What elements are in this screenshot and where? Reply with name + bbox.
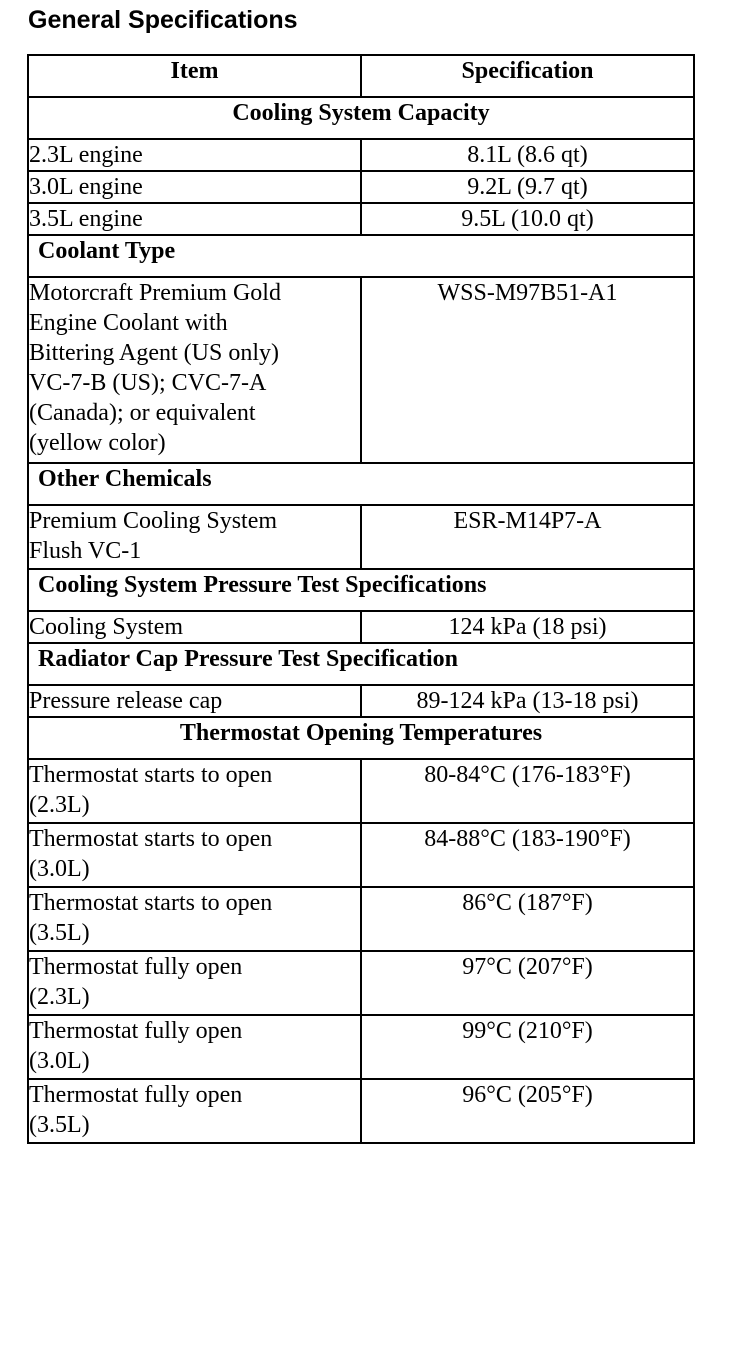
item-cell — [28, 1015, 361, 1079]
item-line: (3.0L) — [29, 1048, 90, 1074]
section-heading-coolant-type: Coolant Type — [28, 235, 694, 277]
spec-cell: 9.5L (10.0 qt) — [361, 203, 694, 235]
table-row — [28, 171, 694, 203]
spec-cell: 86°C (187°F) — [361, 887, 694, 951]
item-cell — [28, 823, 361, 887]
section-heading-row — [28, 569, 694, 611]
item-cell — [28, 505, 361, 569]
item-cell — [28, 887, 361, 951]
specifications-table — [27, 54, 695, 1144]
spec-cell: 97°C (207°F) — [361, 951, 694, 1015]
table-row — [28, 1079, 694, 1143]
spec-cell: WSS-M97B51-A1 — [361, 277, 694, 463]
item-cell: 3.0L engine — [28, 171, 361, 203]
spec-cell: 80-84°C (176-183°F) — [361, 759, 694, 823]
item-cell: 2.3L engine — [28, 139, 361, 171]
spec-cell: 96°C (205°F) — [361, 1079, 694, 1143]
item-line: (2.3L) — [29, 984, 90, 1010]
item-line: (2.3L) — [29, 792, 90, 818]
item-line: VC-7-B (US); CVC-7-A — [29, 370, 267, 396]
table-row — [28, 203, 694, 235]
section-heading-row — [28, 463, 694, 505]
table-row — [28, 505, 694, 569]
item-line: Flush VC-1 — [29, 538, 142, 564]
section-heading-radiator-cap: Radiator Cap Pressure Test Specification — [28, 643, 694, 685]
section-heading-other-chemicals: Other Chemicals — [28, 463, 694, 505]
table-header-row — [28, 55, 694, 97]
item-cell: 3.5L engine — [28, 203, 361, 235]
spec-cell: 84-88°C (183-190°F) — [361, 823, 694, 887]
table-row — [28, 277, 694, 463]
item-line: Premium Cooling System — [29, 508, 278, 534]
item-line: Engine Coolant with — [29, 310, 228, 336]
item-cell — [28, 277, 361, 463]
item-line: Thermostat fully open — [29, 1018, 243, 1044]
section-heading-row — [28, 717, 694, 759]
item-line: (3.0L) — [29, 856, 90, 882]
item-cell: Pressure release cap — [28, 685, 361, 717]
item-line: (3.5L) — [29, 920, 90, 946]
item-line: Thermostat starts to open — [29, 762, 273, 788]
item-cell — [28, 951, 361, 1015]
section-heading-thermostat: Thermostat Opening Temperatures — [28, 717, 694, 759]
item-cell — [28, 1079, 361, 1143]
item-line: Thermostat starts to open — [29, 890, 273, 916]
item-line: (3.5L) — [29, 1112, 90, 1138]
spec-cell: 124 kPa (18 psi) — [361, 611, 694, 643]
page-title: General Specifications — [28, 6, 298, 34]
spec-cell: 8.1L (8.6 qt) — [361, 139, 694, 171]
item-line: Bittering Agent (US only) — [29, 340, 279, 366]
table-row — [28, 685, 694, 717]
table-row — [28, 1015, 694, 1079]
table-row — [28, 139, 694, 171]
section-heading-row — [28, 643, 694, 685]
item-cell — [28, 759, 361, 823]
spec-cell: 9.2L (9.7 qt) — [361, 171, 694, 203]
spec-cell: 99°C (210°F) — [361, 1015, 694, 1079]
table-row — [28, 951, 694, 1015]
item-line: (Canada); or equivalent — [29, 400, 256, 426]
item-line: (yellow color) — [29, 430, 166, 456]
column-header-item: Item — [28, 55, 361, 97]
spec-cell: ESR-M14P7-A — [361, 505, 694, 569]
item-line: Thermostat fully open — [29, 1082, 243, 1108]
item-line: Motorcraft Premium Gold — [29, 280, 281, 306]
item-cell: Cooling System — [28, 611, 361, 643]
table-row — [28, 759, 694, 823]
section-heading-row — [28, 97, 694, 139]
spec-cell: 89-124 kPa (13-18 psi) — [361, 685, 694, 717]
table-row — [28, 823, 694, 887]
item-line: Thermostat starts to open — [29, 826, 273, 852]
section-heading-cooling-capacity: Cooling System Capacity — [28, 97, 694, 139]
column-header-specification: Specification — [361, 55, 694, 97]
table-row — [28, 611, 694, 643]
item-line: Thermostat fully open — [29, 954, 243, 980]
section-heading-pressure-test: Cooling System Pressure Test Specifications — [28, 569, 694, 611]
table-row — [28, 887, 694, 951]
section-heading-row — [28, 235, 694, 277]
